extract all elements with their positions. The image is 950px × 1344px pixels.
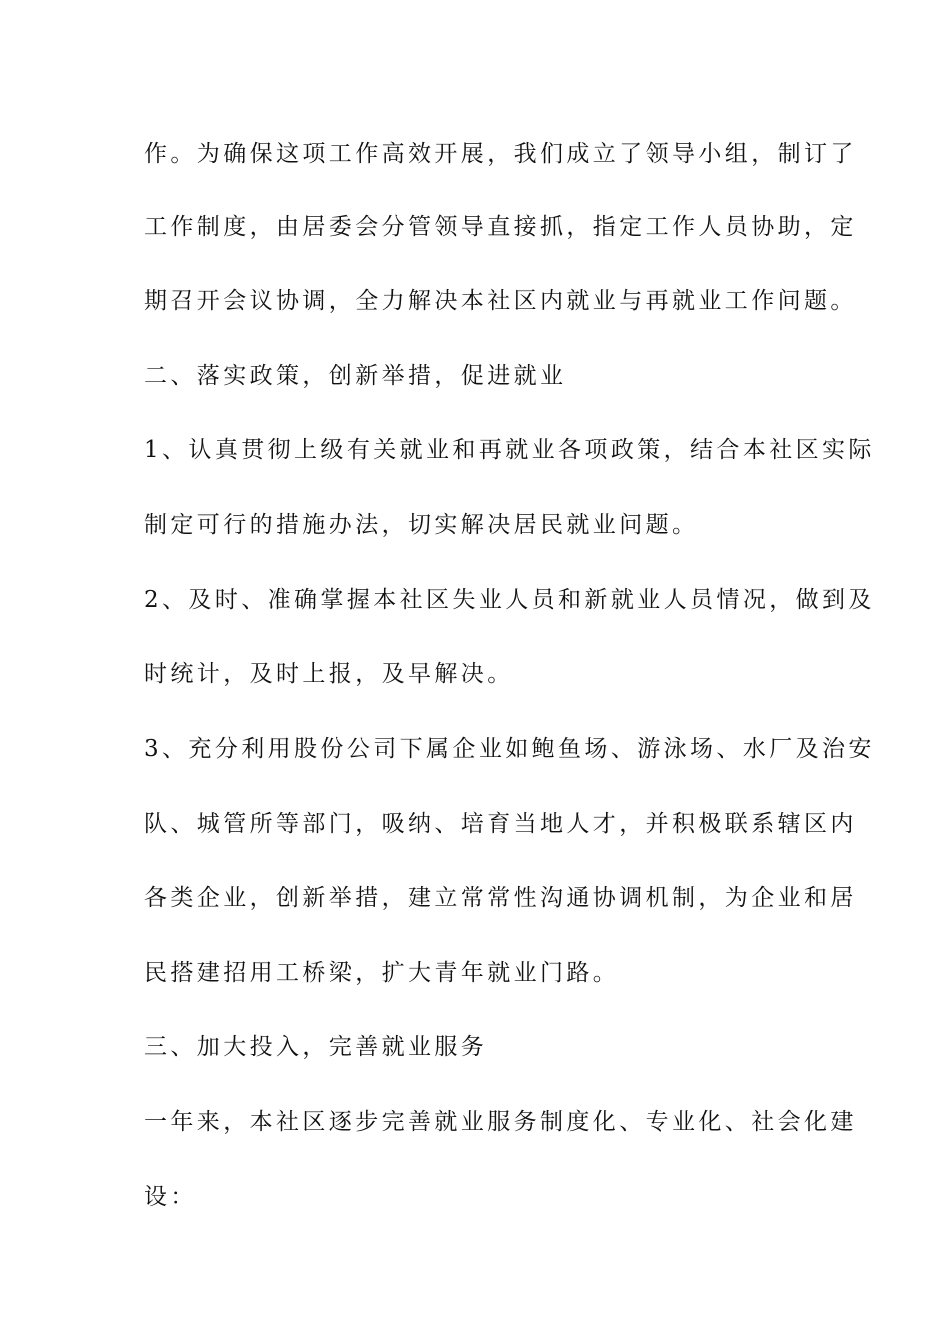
paragraph-line: 队、城管所等部门，吸纳、培育当地人才，并积极联系辖区内	[144, 811, 857, 837]
paragraph-line: 时统计，及时上报，及早解决。	[144, 661, 514, 687]
paragraph-line: 3、充分利用股份公司下属企业如鲍鱼场、游泳场、水厂及治安	[144, 736, 875, 762]
section-heading: 二、落实政策，创新举措，促进就业	[144, 363, 567, 389]
paragraph-line: 各类企业，创新举措，建立常常性沟通协调机制，为企业和居	[144, 885, 857, 911]
paragraph-line: 制定可行的措施办法，切实解决居民就业问题。	[144, 512, 699, 538]
paragraph-line: 作。为确保这项工作高效开展，我们成立了领导小组，制订了	[144, 141, 857, 167]
paragraph-line: 民搭建招用工桥梁，扩大青年就业门路。	[144, 960, 620, 986]
paragraph-line: 一年来，本社区逐步完善就业服务制度化、专业化、社会化建	[144, 1109, 857, 1135]
paragraph-line: 设：	[144, 1184, 197, 1210]
paragraph-line: 工作制度，由居委会分管领导直接抓，指定工作人员协助，定	[144, 214, 857, 240]
paragraph-line: 2、及时、准确掌握本社区失业人员和新就业人员情况，做到及	[144, 587, 875, 613]
paragraph-line: 期召开会议协调，全力解决本社区内就业与再就业工作问题。	[144, 288, 857, 314]
paragraph-line: 1、认真贯彻上级有关就业和再就业各项政策，结合本社区实际	[144, 437, 875, 463]
section-heading: 三、加大投入，完善就业服务	[144, 1034, 488, 1060]
